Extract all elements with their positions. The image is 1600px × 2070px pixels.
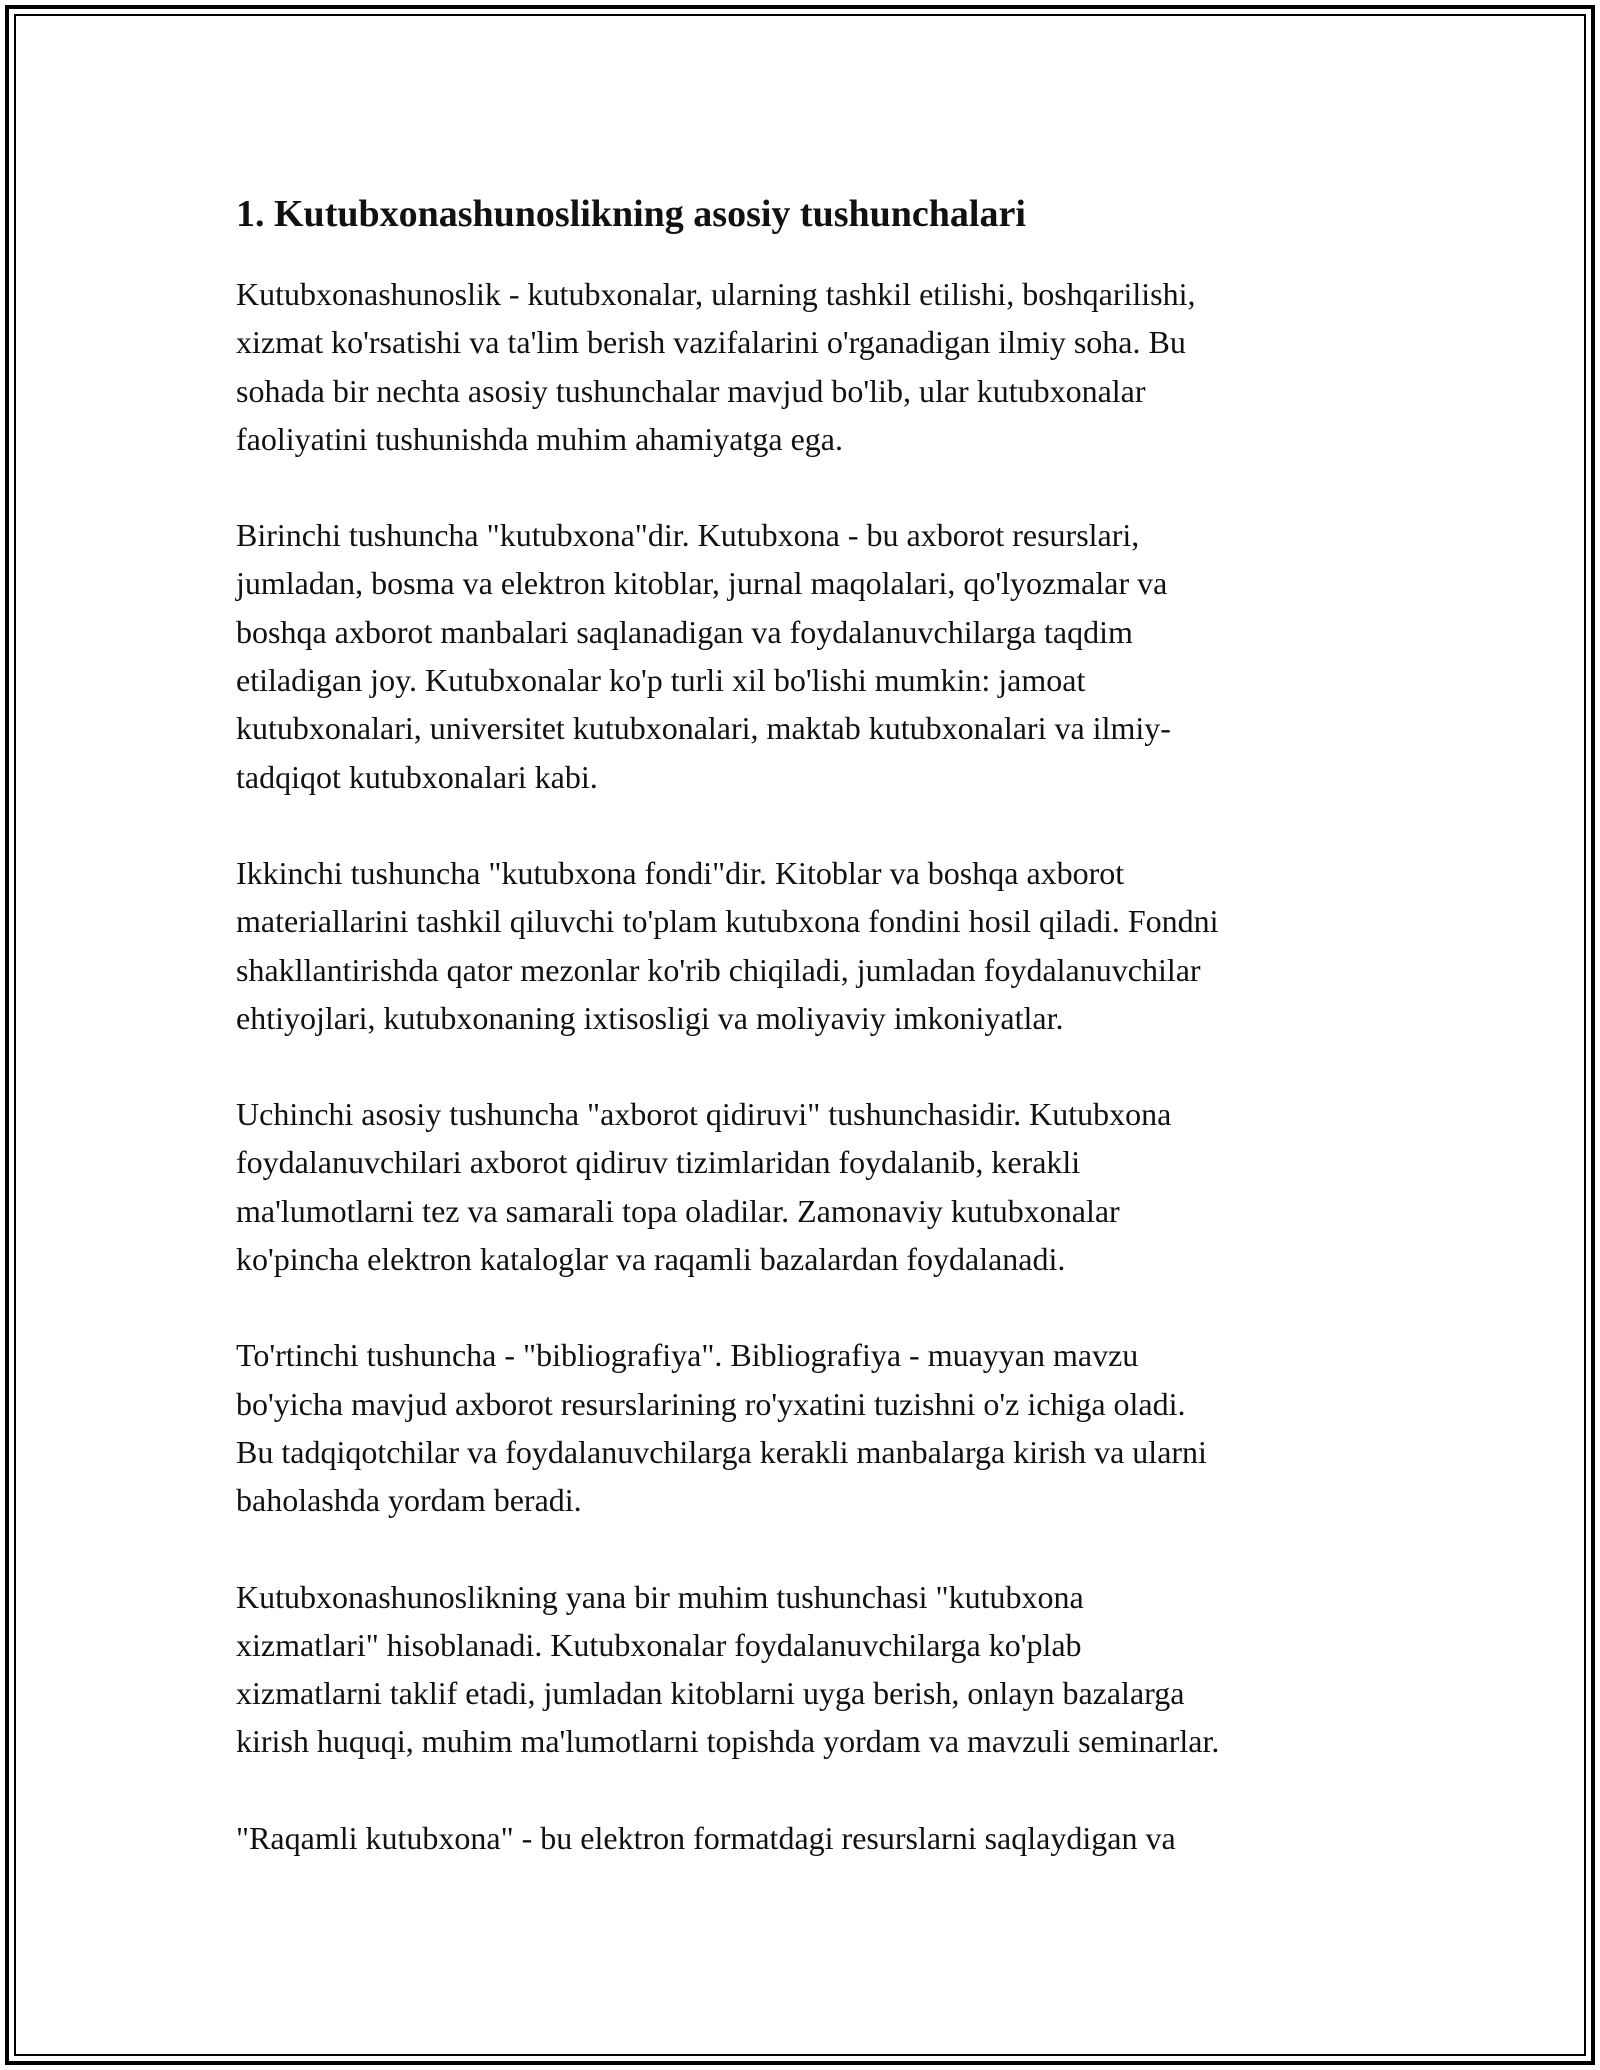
paragraph-intro: Kutubxonashunoslik - kutubxonalar, ularning tashkil etilishi, boshqarilishi, xizmat ko'rsatishi va ta'lim berish vazifalarini o'rganadigan ilmiy soha. Bu sohada bir nechta asosiy tushunchalar mavjud bo'lib, ular kutubxonalar faoliyatini tushunishda muhim ahamiyatga ega. <box>236 276 1196 457</box>
section-heading: 1. Kutubxonashunoslikning asosiy tushunchalari <box>236 193 1026 235</box>
paragraph-bibliografiya: To'rtinchi tushuncha - "bibliografiya". Bibliografiya - muayyan mavzu bo'yicha mavjud axborot resurslarining ro'yxatini tuzishni o'z ichiga oladi. Bu tadqiqotchilar va foydalanuvchilarga kerakli manbalarga kirish va ularni baholashda yordam beradi. <box>236 1337 1207 1519</box>
paragraph-axborot-qidiruvi: Uchinchi asosiy tushuncha "axborot qidiruvi" tushunchasidir. Kutubxona foydalanuvchilari axborot qidiruv tizimlaridan foydalanib, kerakli ma'lumotlarni tez va samarali topa oladilar. Zamonaviy kutubxonalar ko'pincha elektron kataloglar va raqamli bazalardan foydalanadi. <box>236 1096 1172 1278</box>
paragraph-kutubxona-fondi: Ikkinchi tushuncha "kutubxona fondi"dir. Kitoblar va boshqa axborot materiallarini tashkil qiluvchi to'plam kutubxona fondini hosil qiladi. Fondni shakllantirishda qator mezonlar ko'rib chiqiladi, jumladan foydalanuvchilar ehtiyojlari, kutubxonaning ixtisosligi va moliyaviy imkoniyatlar. <box>236 854 1219 1036</box>
paragraph-kutubxona-xizmatlari: Kutubxonashunoslikning yana bir muhim tushunchasi "kutubxona xizmatlari" hisoblanadi. Kutubxonalar foydalanuvchilarga ko'plab xizmatlarni taklif etadi, jumladan kitoblarni uyga berish, onlayn bazalarga kirish huquqi, muhim ma'lumotlarni topishda yordam va mavzuli seminarlar. <box>236 1578 1220 1760</box>
paragraph-kutubxona: Birinchi tushuncha "kutubxona"dir. Kutubxona - bu axborot resurslari, jumladan, bosma va elektron kitoblar, jurnal maqolalari, qo'lyozmalar va boshqa axborot manbalari saqlanadigan va foydalanuvchilarga taqdim etiladigan joy. Kutubxonalar ko'p turli xil bo'lishi mumkin: jamoat kutubxonalari, universitet kutubxonalari, maktab kutubxonalari va ilmiy- tadqiqot kutubxonalari kabi. <box>236 517 1171 795</box>
paragraph-raqamli-kutubxona: "Raqamli kutubxona" - bu elektron formatdagi resurslarni saqlaydigan va <box>236 1819 1176 1856</box>
document-body <box>236 188 1386 1910</box>
